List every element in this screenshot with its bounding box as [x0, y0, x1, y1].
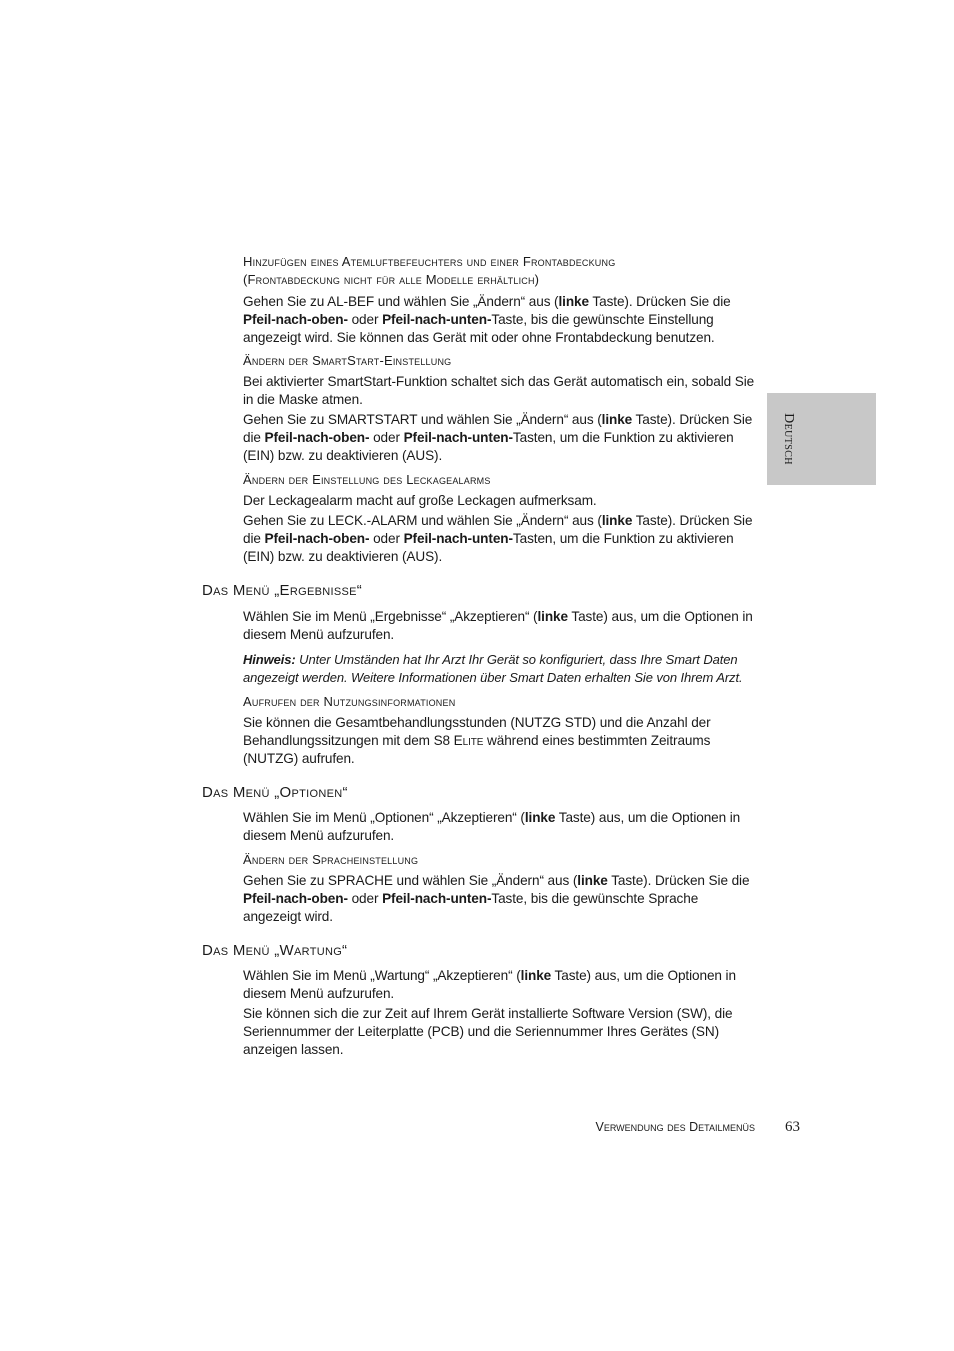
text: Gehen Sie zu LECK.-ALARM und wählen Sie „Ändern“ aus ( — [243, 513, 602, 528]
text: Gehen Sie zu AL-BEF und wählen Sie „Ändern“ aus ( — [243, 294, 559, 309]
paragraph-ergebnisse — [243, 608, 755, 644]
page-number: 63 — [785, 1119, 800, 1135]
bold-text: linke — [537, 609, 568, 624]
text: Wählen Sie im Menü „Ergebnisse“ „Akzeptieren“ ( — [243, 609, 538, 624]
text: oder — [369, 531, 404, 546]
text: Taste) aus, um die Optionen in diesem Menü aufzurufen. — [243, 609, 753, 642]
page-footer — [480, 1119, 800, 1139]
footer-title: Verwendung des Detailmenüs — [595, 1120, 755, 1134]
text: Taste, bis die gewünschte Sprache angezeigt wird. — [243, 891, 699, 924]
bold-text: Pfeil-nach-oben- — [264, 430, 370, 445]
heading-humidifier-line2: (Frontabdeckung nicht für alle Modelle erhältlich) — [243, 272, 540, 287]
note-smart-data — [243, 651, 755, 687]
bold-text: Pfeil-nach-oben- — [243, 891, 348, 906]
bold-text: Pfeil-nach-unten- — [382, 891, 492, 906]
text: Taste) aus, um die Optionen in diesem Menü aufzurufen. — [243, 968, 736, 1001]
paragraph-leak-alarm — [243, 512, 755, 566]
note-text: Unter Umständen hat Ihr Arzt Ihr Gerät so konfiguriert, dass Ihre Smart Daten angezeigt werden. Weitere Informationen über Smart Daten erhalten Sie von Ihrem Arzt. — [243, 652, 743, 685]
text: Taste). Drücken Sie die — [243, 412, 753, 445]
paragraph-wartung-info: Sie können sich die zur Zeit auf Ihrem Gerät installierte Software Version (SW), die Seriennummer der Leiterplatte (PCB) und die Seriennummer Ihres Gerätes (SN) anzeigen lassen. — [243, 1006, 733, 1057]
language-label: Deutsch — [781, 413, 796, 465]
text: während eines bestimmten Zeitraums (NUTZG) aufrufen. — [243, 733, 711, 766]
paragraph-language — [243, 872, 755, 926]
heading-language: Ändern der Spracheinstellung — [243, 852, 419, 867]
bold-text: Pfeil-nach-unten- — [403, 531, 513, 546]
heading-humidifier — [243, 253, 763, 289]
paragraph-usage-info — [243, 714, 755, 768]
paragraph-smartstart — [243, 411, 755, 465]
text: oder — [347, 891, 383, 906]
heading-menu-wartung: Das Menü „Wartung“ — [202, 942, 348, 959]
product-name: S8 Elite — [433, 733, 484, 748]
language-side-tab-label — [773, 393, 803, 485]
text: Tasten, um die Funktion zu aktivieren (EIN) bzw. zu deaktivieren (AUS). — [243, 430, 734, 463]
text: Sie können die Gesamtbehandlungsstunden (NUTZG STD) und die Anzahl der Behandlungssitzungen mit dem — [243, 715, 711, 748]
text: Taste, bis die gewünschte Einstellung angezeigt wird. Sie können das Gerät mit oder ohne Frontabdeckung benutzen. — [243, 312, 715, 345]
bold-text: linke — [601, 513, 633, 528]
text: Tasten, um die Funktion zu aktivieren (EIN) bzw. zu deaktivieren (AUS). — [243, 531, 734, 564]
paragraph-leak-alarm-intro: Der Leckagealarm macht auf große Leckagen aufmerksam. — [243, 493, 597, 508]
text: Taste). Drücken Sie die — [243, 513, 753, 546]
paragraph-humidifier — [243, 293, 755, 347]
text: oder — [347, 312, 383, 327]
text: oder — [369, 430, 404, 445]
bold-text: Pfeil-nach-oben- — [264, 531, 370, 546]
bold-text: linke — [524, 810, 556, 825]
text: Gehen Sie zu SMARTSTART und wählen Sie „Ändern“ aus ( — [243, 412, 602, 427]
bold-text: linke — [577, 873, 608, 888]
heading-humidifier-line1: Hinzufügen eines Atemluftbefeuchters und einer Frontabdeckung — [243, 254, 616, 269]
text: Gehen Sie zu SPRACHE und wählen Sie „Ändern“ aus ( — [243, 873, 578, 888]
paragraph-smartstart-intro: Bei aktivierter SmartStart-Funktion schaltet sich das Gerät automatisch ein, sobald Sie in die Maske atmen. — [243, 374, 755, 407]
heading-menu-optionen: Das Menü „Optionen“ — [202, 784, 348, 801]
heading-usage-info: Aufrufen der Nutzungsinformationen — [243, 694, 456, 709]
text: Wählen Sie im Menü „Optionen“ „Akzeptieren“ ( — [243, 810, 525, 825]
bold-text: linke — [520, 968, 552, 983]
paragraph-wartung — [243, 967, 755, 1003]
bold-text: linke — [601, 412, 633, 427]
note-label: Hinweis: — [243, 652, 296, 667]
paragraph-optionen — [243, 809, 755, 845]
bold-text: linke — [558, 294, 589, 309]
bold-text: Pfeil-nach-oben- — [243, 312, 348, 327]
text: Taste) aus, um die Optionen in diesem Menü aufzurufen. — [243, 810, 741, 843]
text: Taste). Drücken Sie die — [588, 294, 731, 309]
text: Wählen Sie im Menü „Wartung“ „Akzeptieren“ ( — [243, 968, 521, 983]
bold-text: Pfeil-nach-unten- — [403, 430, 513, 445]
heading-smartstart: Ändern der SmartStart-Einstellung — [243, 353, 452, 368]
text: Taste). Drücken Sie die — [607, 873, 750, 888]
heading-leak-alarm: Ändern der Einstellung des Leckagealarms — [243, 472, 491, 487]
heading-menu-ergebnisse: Das Menü „Ergebnisse“ — [202, 582, 363, 599]
bold-text: Pfeil-nach-unten- — [382, 312, 492, 327]
